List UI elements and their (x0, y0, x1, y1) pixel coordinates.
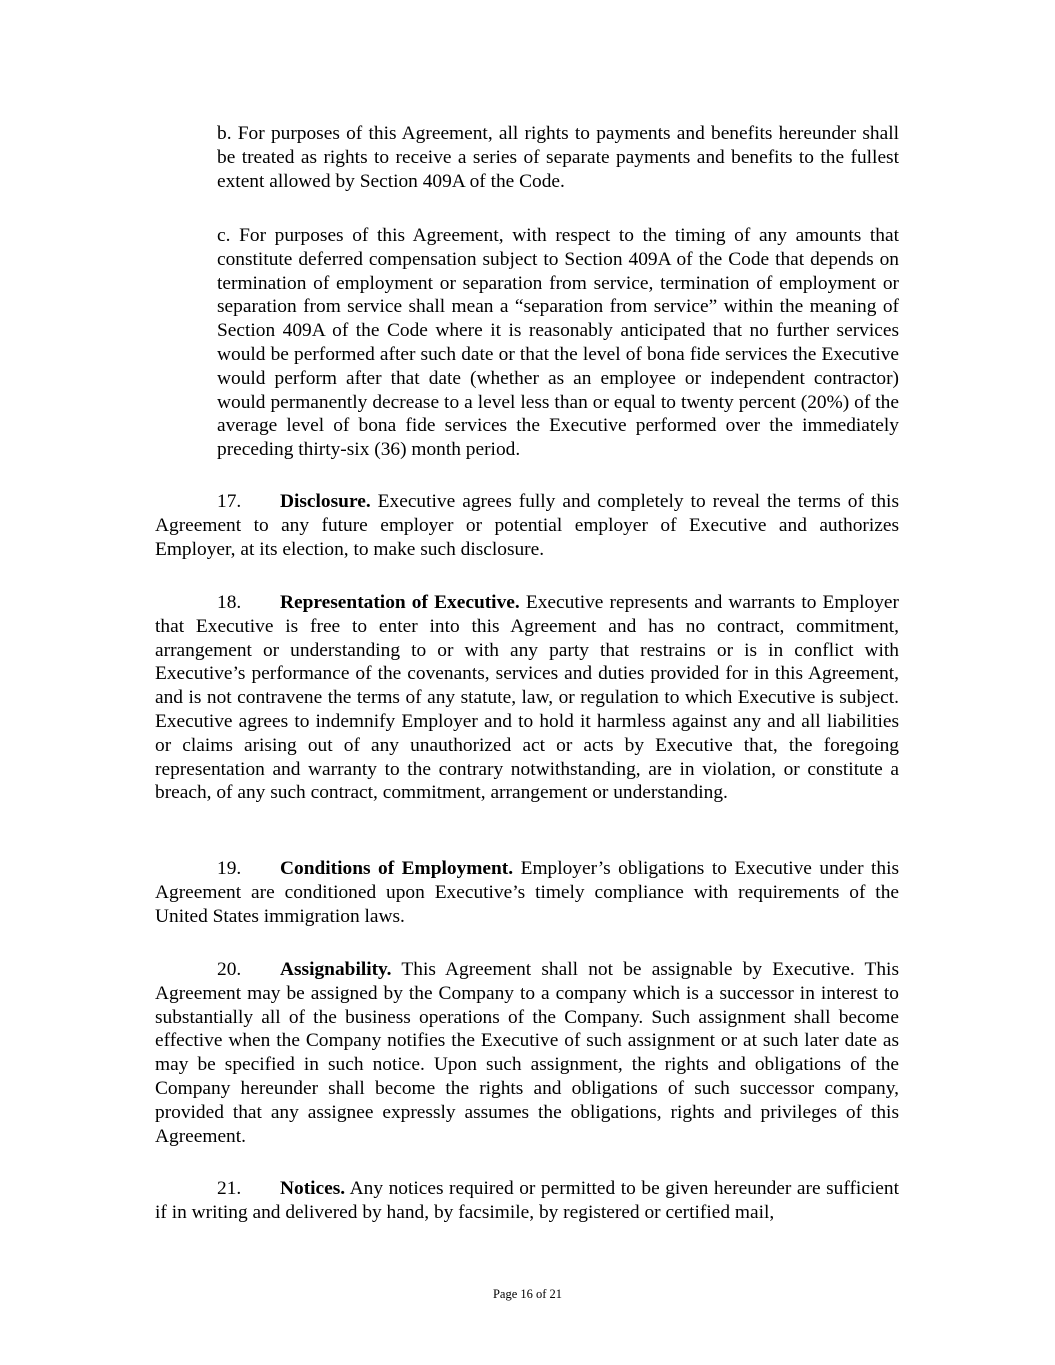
section-number: 20. (217, 959, 242, 980)
paragraph-b (217, 122, 899, 193)
section-body: Any notices required or permitted to be given hereunder are sufficient if in writing and delivered by hand, by facsimile, by registered or certified mail, (155, 1178, 899, 1223)
section-number: 21. (217, 1178, 242, 1199)
section-heading: Disclosure. (280, 491, 371, 512)
section-19-conditions (155, 857, 899, 928)
section-heading: Conditions of Employment. (280, 858, 514, 879)
section-body: Executive agrees fully and completely to reveal the terms of this Agreement to any future employer or potential employer of Executive and authorizes Employer, at its election, to make such disclosure. (155, 491, 899, 560)
section-number: 19. (217, 858, 242, 879)
page-number: Page 16 of 21 (492, 1287, 563, 1301)
section-body: Employer’s obligations to Executive under this Agreement are conditioned upon Executive’s timely compliance with requirements of the United States immigration laws. (155, 858, 900, 927)
section-heading: Representation of Executive. (280, 592, 520, 613)
section-heading: Notices. (280, 1178, 346, 1199)
section-number: 17. (217, 491, 242, 512)
page-footer (0, 1286, 1055, 1302)
paragraph-c (217, 224, 899, 462)
paragraph-b-text: b. For purposes of this Agreement, all rights to payments and benefits hereunder shall be treated as rights to receive a series of separate payments and benefits to the fullest extent allowed by Section 409A of the Code. (217, 123, 899, 192)
section-number: 18. (217, 592, 242, 613)
section-18-representation (155, 591, 899, 805)
section-heading: Assignability. (280, 959, 392, 980)
section-17-disclosure (155, 490, 899, 561)
section-body: Executive represents and warrants to Employer that Executive is free to enter into this Agreement and has no contract, commitment, arrangement or understanding to or with any party that restrains or is in conflict with Executive’s performance of the covenants, services and duties provided for in this Agreement, and is not contravene the terms of any statute, law, or regulation to which Executive is subject. Executive agrees to indemnify Employer and to hold it harmless against any and all liabilities or claims arising out of any unauthorized act or acts by Executive that, the foregoing representation and warranty to the contrary notwithstanding, are in violation, or constitute a breach, of any such contract, commitment, arrangement or understanding. (155, 592, 899, 804)
paragraph-c-text: c. For purposes of this Agreement, with respect to the timing of any amounts that constitute deferred compensation subject to Section 409A of the Code that depends on termination of employment or separation from service, termination of employment or separation from service shall mean a “separation from service” within the meaning of Section 409A of the Code where it is reasonably anticipated that no further services would be performed after such date or that the level of bona fide services the Executive would perform after that date (whether as an employee or independent contractor) would permanently decrease to a level less than or equal to twenty percent (20%) of the average level of bona fide services the Executive performed over the immediately preceding thirty-six (36) month period. (217, 225, 899, 461)
section-21-notices (155, 1177, 899, 1225)
section-20-assignability (155, 958, 899, 1148)
section-body: This Agreement shall not be assignable by Executive. This Agreement may be assigned by the Company to a company which is a successor in interest to substantially all of the business operations of the Company. Such assignment shall become effective when the Company notifies the Executive of such assignment or at such later date as may be specified in such notice. Upon such assignment, the rights and obligations of the Company hereunder shall become the rights and obligations of such successor company, provided that any assignee expressly assumes the obligations, rights and privileges of this Agreement. (155, 959, 899, 1147)
